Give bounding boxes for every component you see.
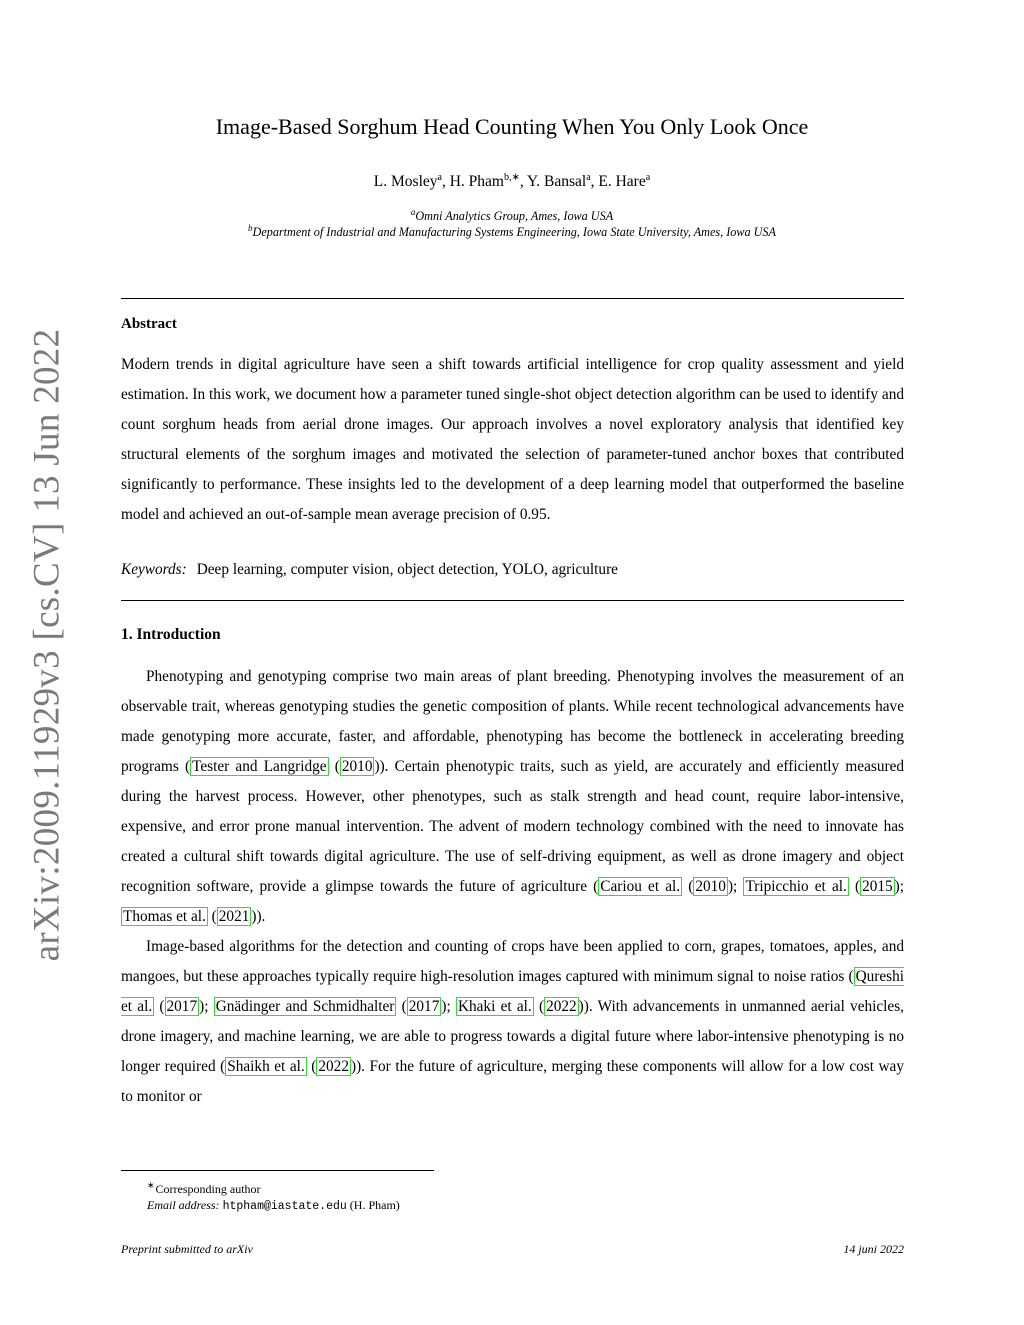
citation-link[interactable]: 2022 <box>546 998 577 1015</box>
citation-link[interactable]: Cariou et al. <box>600 878 681 895</box>
citation-link[interactable]: 2010 <box>695 878 726 895</box>
citation-link[interactable]: Thomas et al. <box>123 908 206 925</box>
affiliation-b: $^b$Department of Industrial and Manufacturing Systems Engineering, Iowa State University, Ames, Iowa USA <box>248 223 776 240</box>
citation-link[interactable]: 2021 <box>218 908 250 925</box>
citation-link[interactable]: 2017 <box>166 998 198 1015</box>
abstract-bottom-rule <box>121 600 904 601</box>
email-link[interactable]: htpham@iastate.edu <box>222 1200 347 1213</box>
citation-link[interactable]: 2015 <box>862 878 893 895</box>
introduction-body <box>121 662 904 1112</box>
affiliation-a: $^a$Omni Analytics Group, Ames, Iowa USA <box>410 207 614 224</box>
arxiv-stamp <box>0 0 100 1325</box>
footnote-corresponding: ∗Corresponding author <box>147 1180 261 1196</box>
author-list: L. Mosley$^a$, H. Pham$^{b,∗}$, Y. Bansal$^a$, E. Hare$^a$ <box>373 172 651 191</box>
citation-link[interactable]: Qureshi et al. <box>121 968 904 1015</box>
author: H. Pham <box>449 173 504 191</box>
footer-date: 14 juni 2022 <box>843 1242 904 1256</box>
keywords-label: Keywords: <box>121 561 187 578</box>
author: Y. Bansal <box>527 173 587 191</box>
citation-link[interactable]: Gnädinger and Schmidhalter <box>215 998 395 1015</box>
author-affil-mark: a <box>645 172 651 183</box>
footnote-rule <box>121 1170 434 1171</box>
author-affil-mark: a <box>586 172 591 183</box>
author-affil-mark: a <box>437 172 442 183</box>
citation-link[interactable]: Tripicchio et al. <box>745 878 847 895</box>
abstract-heading: Abstract <box>121 316 177 332</box>
citation-link[interactable]: Khaki et al. <box>457 998 532 1015</box>
citation-link[interactable]: 2010 <box>341 758 373 775</box>
paper-title: Image-Based Sorghum Head Counting When You Only Look Once <box>215 114 809 139</box>
author: L. Mosley <box>373 173 438 191</box>
abstract-top-rule <box>121 298 904 299</box>
footnote-email: Email address: htpham@iastate.edu (H. Pham) <box>147 1198 400 1213</box>
section-heading-introduction: 1. Introduction <box>121 626 221 643</box>
keywords-text: Deep learning, computer vision, object detection, YOLO, agriculture <box>196 561 618 578</box>
citation-link[interactable]: Shaikh et al. <box>227 1058 305 1075</box>
abstract-text: Modern trends in digital agriculture have seen a shift towards artificial intelligence for crop quality assessment and yield estimation. In this work, we document how a parameter tuned single-shot object detection algorithm can be used to identify and count sorghum heads from aerial drone images. Our approach involves a novel exploratory analysis that identified key structural elements of the sorghum images and motivated the selection of parameter-tuned anchor boxes that contributed significantly to performance. These insights led to the development of a deep learning model that outperformed the baseline model and achieved an out-of-sample mean average precision of 0.95. <box>121 356 904 523</box>
citation-link[interactable]: 2022 <box>318 1058 349 1075</box>
footer-left: Preprint submitted to arXiv <box>121 1242 253 1256</box>
citation-link[interactable]: 2017 <box>408 998 440 1015</box>
author-affil-mark: b,∗ <box>503 172 520 183</box>
author: E. Hare <box>598 173 646 191</box>
footnote <box>121 1177 400 1215</box>
page-footer <box>121 1242 904 1257</box>
arxiv-id: arXiv:2009.11929v3 [cs.CV] 13 Jun 2022 <box>26 328 68 962</box>
paragraph: Phenotyping and genotyping comprise two main areas of plant breeding. Phenotyping involves the measurement of an observable trait, whereas genotyping studies the genetic composition of plants. While recent technological advancements have made genotyping more accurate, faster, and affordable, phenotyping has become the bottleneck in accelerating breeding programs ( Tester and Langridge ( 2010 )). Certain phenotypic traits, such as yield, are accurately and efficiently measured during the harvest process. However, other phenotypes, such as stalk strength and head count, require labor-intensive, expensive, and error prone manual intervention. The advent of modern technology combined with the need to innovate has created a cultural shift towards digital agriculture. The use of self-driving equipment, as well as drone imagery and object recognition software, provide a glimpse towards the future of agriculture ( Cariou et al. ( 2010 ); Tripicchio et al. ( 2015 ); Thomas et al. ( 2021 )). <box>121 668 905 925</box>
keywords <box>121 561 904 579</box>
citation-link[interactable]: Tester and Langridge <box>192 758 327 775</box>
paragraph: Image-based algorithms for the detection and counting of crops have been applied to corn, grapes, tomatoes, apples, and mangoes, but these approaches typically require high-resolution images captured with minimum signal to noise ratios ( Qureshi et al. ( 2017 ); Gnädinger and Schmidhalter ( 2017 ); Khaki et al. ( 2022 )). With advancements in unmanned aerial vehicles, drone imagery, and machine learning, we are able to progress towards a digital future where labor-intensive phenotyping is no longer required ( Shaikh et al. ( 2022 )). For the future of agriculture, merging these components will allow for a low cost way to monitor or <box>121 938 905 1105</box>
